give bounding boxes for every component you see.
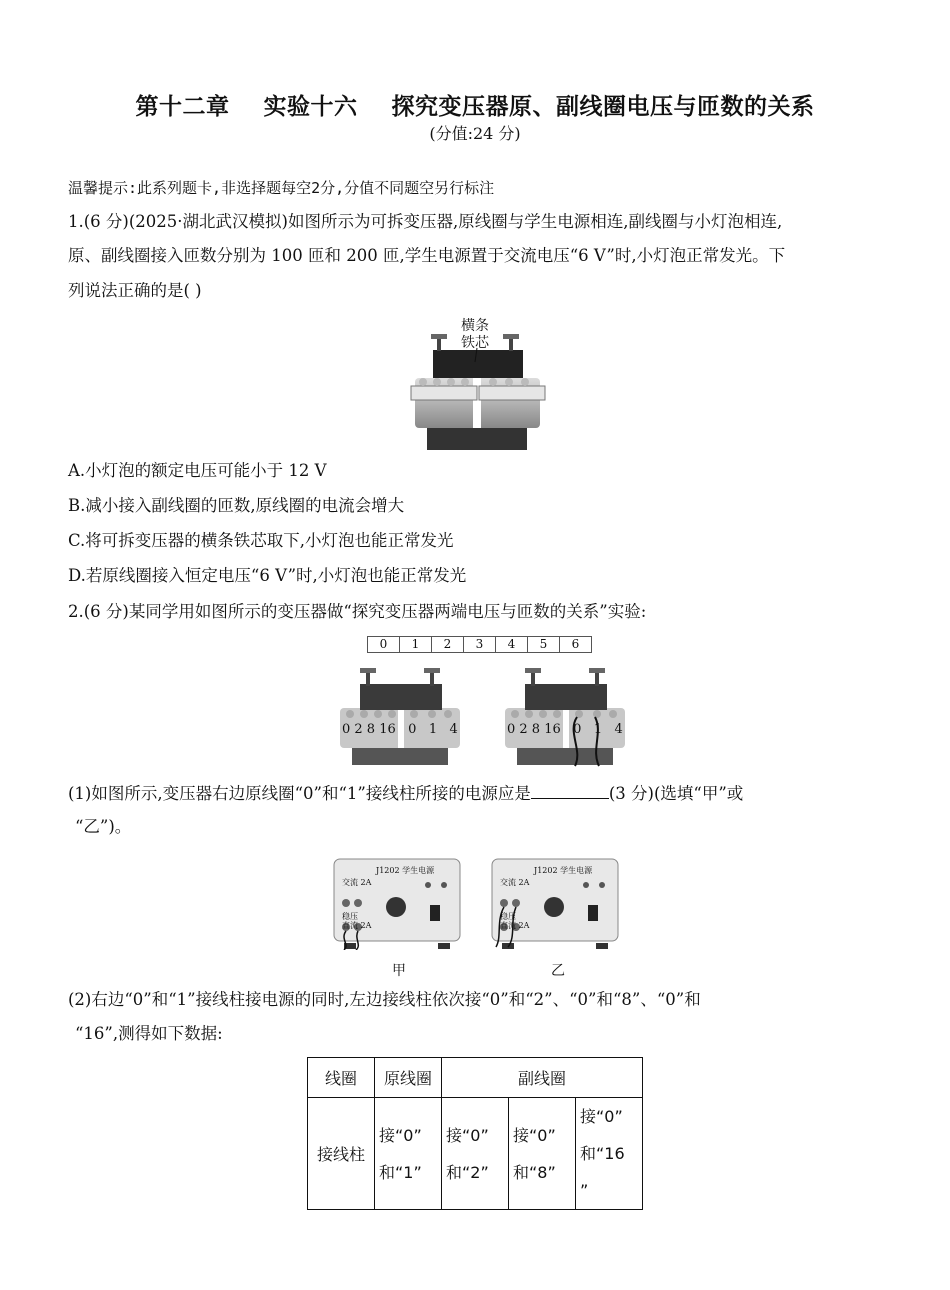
- q2-part1-pre: (1)如图所示,变压器右边原线圈“0”和“1”接线柱所接的电源应是: [68, 784, 531, 803]
- header-secondary: 副线圈: [442, 1058, 643, 1098]
- transformer-figure: [405, 312, 550, 452]
- score-note: (分值:24 分): [429, 124, 521, 143]
- cell-secondary-2: [442, 1098, 509, 1210]
- terminal-labels-right: 0 2 8 16 0 1 4: [507, 722, 623, 737]
- q1-option-b: B.减小接入副线圈的匝数,原线圈的电流会增大: [68, 496, 405, 515]
- q1-stem-line2: 原、副线圈接入匝数分别为 100 匝和 200 匝,学生电源置于交流电压“6 V”时,小灯泡正常发光。下: [68, 246, 786, 265]
- q2-part2-line2: “16”,测得如下数据:: [75, 1024, 223, 1043]
- ruler-mark: 0: [367, 636, 400, 653]
- cell-secondary-16: [576, 1098, 643, 1210]
- label-yi: 乙: [551, 963, 565, 979]
- psu-dc-label-2: 直流 2A: [500, 921, 530, 930]
- cell-text: 接“0”: [446, 1125, 489, 1145]
- ruler-mark: 4: [496, 636, 528, 653]
- cell-text: ”: [580, 1181, 589, 1200]
- figure-label-core: 铁芯: [461, 335, 489, 351]
- ruler-mark: 6: [560, 636, 592, 653]
- q2-part1-post: (3 分)(选填“甲”或: [608, 784, 744, 803]
- psu-brand: J1202 学生电源: [534, 866, 593, 875]
- answer-blank[interactable]: [531, 782, 609, 799]
- cell-text: 和“1”: [379, 1162, 422, 1182]
- q1-option-a: A.小灯泡的额定电压可能小于 12 V: [68, 461, 327, 480]
- q1-stem-line1: 1.(6 分)(2025·湖北武汉模拟)如图所示为可拆变压器,原线圈与学生电源相连,副线圈与小灯泡相连,: [68, 212, 783, 231]
- header-coil: 线圈: [308, 1058, 375, 1098]
- figure-label-bar: 横条: [461, 318, 489, 334]
- scale-ruler: [367, 636, 592, 653]
- data-table: [307, 1057, 643, 1210]
- ruler-mark: 5: [528, 636, 560, 653]
- q2-part2-line1: (2)右边“0”和“1”接线柱接电源的同时,左边接线柱依次接“0”和“2”、“0”和“8”、“0”和: [68, 990, 701, 1009]
- cell-primary: [375, 1098, 442, 1210]
- q2-part1-line2: “乙”)。: [75, 817, 132, 836]
- header-primary: 原线圈: [375, 1058, 442, 1098]
- terminal-labels-left: 0 2 8 16 0 1 4: [342, 722, 458, 737]
- page-title: 第十二章 实验十六 探究变压器原、副线圈电压与匝数的关系: [135, 94, 815, 120]
- ruler-mark: 3: [464, 636, 496, 653]
- cell-text: 和“2”: [446, 1162, 489, 1182]
- cell-text: 接“0”: [513, 1125, 556, 1145]
- psu-dc-label-1: 稳压: [342, 912, 358, 921]
- transformer-left: [338, 662, 463, 767]
- q1-option-c: C.将可拆变压器的横条铁芯取下,小灯泡也能正常发光: [68, 531, 454, 550]
- cell-secondary-8: [509, 1098, 576, 1210]
- psu-brand: J1202 学生电源: [376, 866, 435, 875]
- q1-stem-line3: 列说法正确的是( ): [68, 281, 202, 300]
- q2-part1-line1: [68, 782, 743, 805]
- psu-dc-label-2: 直流 2A: [342, 921, 372, 930]
- power-supply-jia: [332, 855, 462, 950]
- psu-ac-label: 交流 2A: [342, 878, 372, 887]
- psu-ac-label: 交流 2A: [500, 878, 530, 887]
- label-jia: 甲: [392, 963, 406, 979]
- psu-dc-label-1: 稳压: [500, 912, 516, 921]
- power-supply-yi: [490, 855, 620, 950]
- hint-text: 温馨提示:此系列题卡,非选择题每空2分,分值不同题空另行标注: [68, 179, 495, 197]
- transformer-right: [503, 662, 628, 767]
- q2-stem: 2.(6 分)某同学用如图所示的变压器做“探究变压器两端电压与匝数的关系”实验:: [68, 602, 647, 621]
- q1-option-d: D.若原线圈接入恒定电压“6 V”时,小灯泡也能正常发光: [68, 566, 467, 585]
- cell-text: 和“16: [580, 1144, 625, 1163]
- row-terminal: 接线柱: [308, 1098, 375, 1210]
- ruler-mark: 1: [400, 636, 432, 653]
- cell-text: 接“0”: [580, 1107, 623, 1126]
- ruler-mark: 2: [432, 636, 464, 653]
- cell-text: 和“8”: [513, 1162, 556, 1182]
- cell-text: 接“0”: [379, 1125, 422, 1145]
